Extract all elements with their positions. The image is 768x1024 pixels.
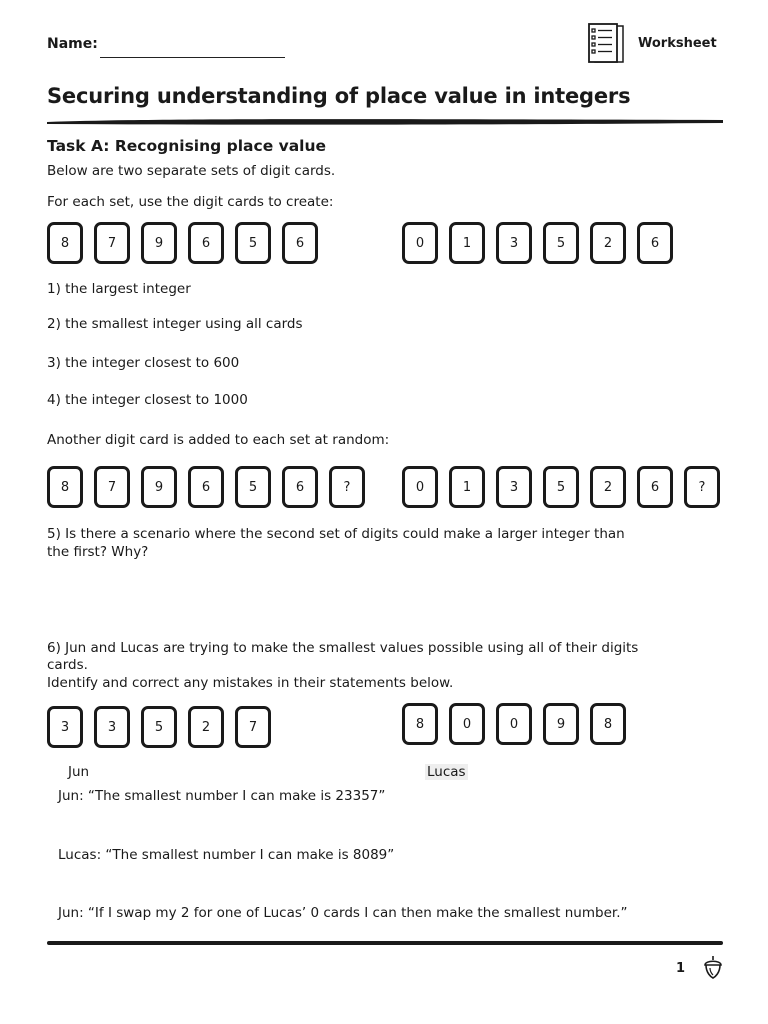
- lucas-label: Lucas: [427, 764, 466, 780]
- question-5-line-1: 5) Is there a scenario where the second set of digits could make a larger integer than: [47, 526, 625, 542]
- page-title: Securing understanding of place value in integers: [47, 84, 631, 108]
- digit-card: 2: [590, 222, 626, 264]
- question-6-line-2: cards.: [47, 657, 88, 673]
- digit-card: 1: [449, 466, 485, 508]
- digit-card: 0: [449, 703, 485, 745]
- digit-card: 2: [590, 466, 626, 508]
- name-field-line[interactable]: [100, 57, 285, 58]
- digit-card: 0: [402, 466, 438, 508]
- digit-card: 6: [188, 222, 224, 264]
- digit-card: 6: [282, 466, 318, 508]
- digit-card: 0: [496, 703, 532, 745]
- digit-card: 9: [141, 466, 177, 508]
- digit-card: 6: [637, 466, 673, 508]
- digit-card: 3: [496, 222, 532, 264]
- digit-card: 3: [94, 706, 130, 748]
- question-6-line-1: 6) Jun and Lucas are trying to make the smallest values possible using all of their digits: [47, 640, 639, 656]
- digit-card: 6: [188, 466, 224, 508]
- acorn-icon: [702, 954, 724, 980]
- digit-card: 3: [47, 706, 83, 748]
- question-1: 1) the largest integer: [47, 281, 191, 297]
- question-4: 4) the integer closest to 1000: [47, 392, 248, 408]
- question-5-line-2: the first? Why?: [47, 544, 149, 560]
- digit-card: 9: [543, 703, 579, 745]
- name-label: Name:: [47, 36, 98, 52]
- digit-card: 5: [543, 222, 579, 264]
- digit-card: 2: [188, 706, 224, 748]
- jun-label: Jun: [68, 764, 90, 780]
- digit-card: 5: [543, 466, 579, 508]
- task-heading: Task A: Recognising place value: [47, 137, 327, 155]
- statement-1: Jun: “The smallest number I can make is 23357”: [58, 788, 386, 804]
- digit-card: 7: [235, 706, 271, 748]
- digit-card: 1: [449, 222, 485, 264]
- statement-3: Jun: “If I swap my 2 for one of Lucas’ 0 cards I can then make the smallest number.”: [58, 905, 628, 921]
- digit-card: 7: [94, 222, 130, 264]
- added-card-text: Another digit card is added to each set at random:: [47, 432, 390, 448]
- question-3: 3) the integer closest to 600: [47, 355, 240, 371]
- digit-card-unknown: ?: [684, 466, 720, 508]
- digit-card-unknown: ?: [329, 466, 365, 508]
- digit-card: 8: [402, 703, 438, 745]
- footer-rule: [47, 941, 723, 945]
- question-2: 2) the smallest integer using all cards: [47, 316, 303, 332]
- worksheet-label: Worksheet: [638, 36, 717, 51]
- digit-card: 8: [47, 222, 83, 264]
- intro-text-2: For each set, use the digit cards to create:: [47, 194, 334, 210]
- digit-card: 5: [235, 222, 271, 264]
- worksheet-icon: [586, 23, 626, 65]
- digit-card: 8: [590, 703, 626, 745]
- digit-card: 5: [141, 706, 177, 748]
- digit-card: 9: [141, 222, 177, 264]
- digit-card: 3: [496, 466, 532, 508]
- digit-card: 7: [94, 466, 130, 508]
- title-underline: [47, 117, 723, 126]
- question-6-line-3: Identify and correct any mistakes in their statements below.: [47, 675, 454, 691]
- digit-card: 5: [235, 466, 271, 508]
- statement-2: Lucas: “The smallest number I can make is 8089”: [58, 847, 395, 863]
- digit-card: 8: [47, 466, 83, 508]
- digit-card: 6: [637, 222, 673, 264]
- page-number: 1: [676, 961, 686, 976]
- digit-card: 0: [402, 222, 438, 264]
- intro-text-1: Below are two separate sets of digit cards.: [47, 163, 336, 179]
- digit-card: 6: [282, 222, 318, 264]
